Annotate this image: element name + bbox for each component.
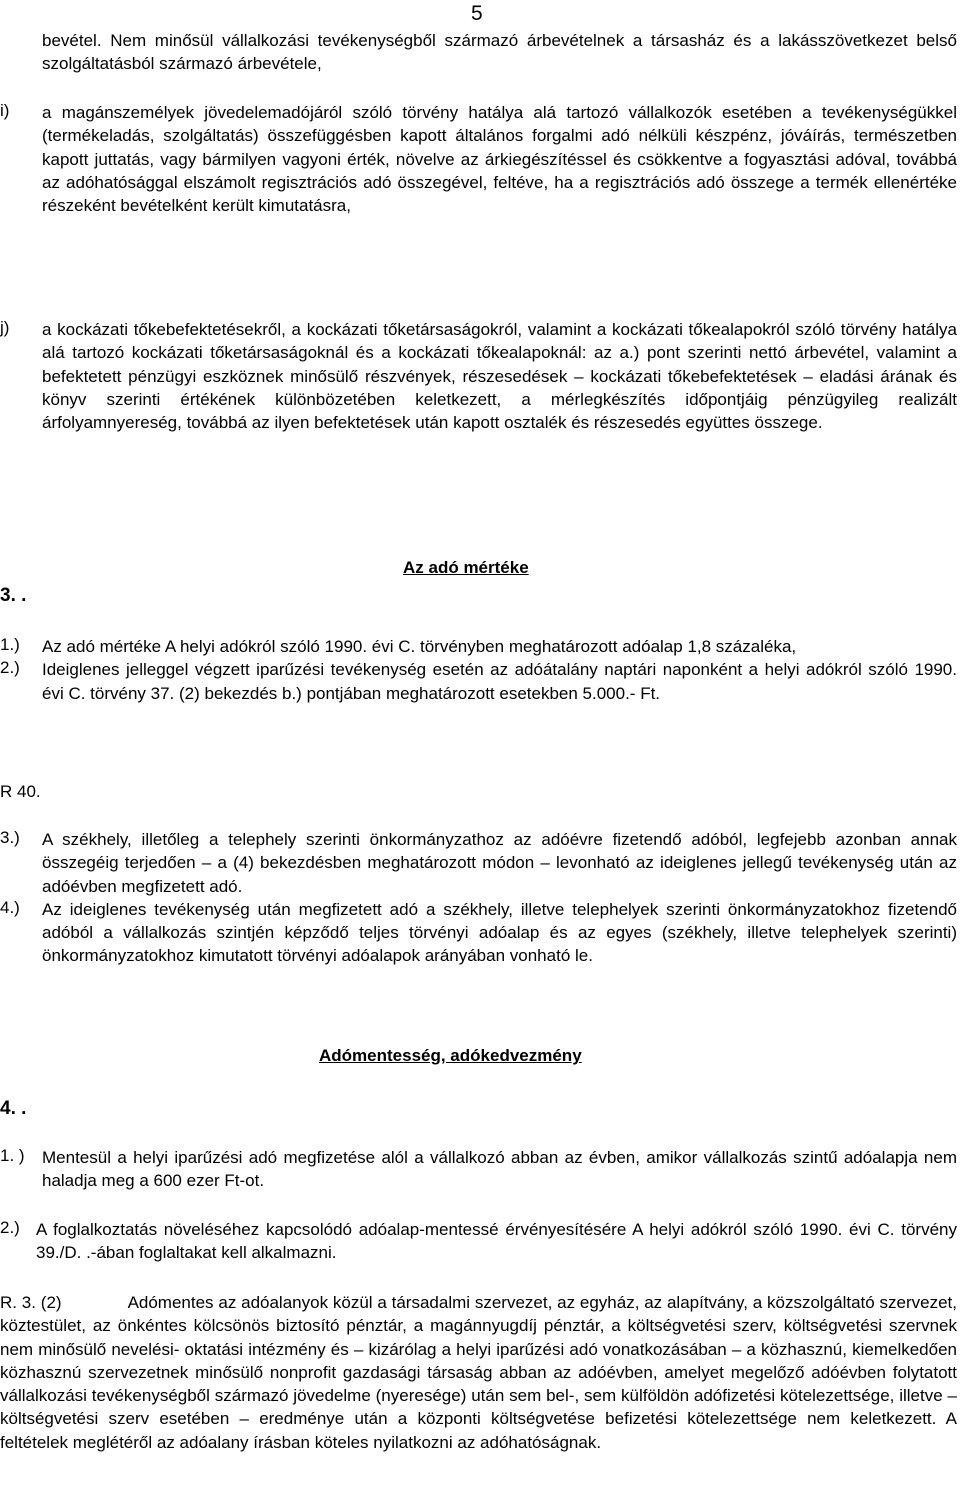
list-item-text: Az ideiglenes tevékenység után megfizetett adó a székhely, illetve telephelyek szerinti önkormányzatokhoz fizetendő adóból a vállalkozás szintjén képződő teljes törvényi adóalap és az egyes (székhely, illetve telephelyek szerinti) önkormányzatokhoz kimutatott törvényi adóalapok arányában vonható le. — [42, 899, 957, 966]
list-marker: 2.) — [0, 1218, 20, 1237]
list-item-j — [0, 318, 960, 434]
section-3-list — [0, 635, 960, 705]
list-item-text: A foglalkoztatás növeléséhez kapcsolódó adóalap-mentessé érvényesítésére A helyi adókról szóló 1990. évi C. törvény 39./D. .-ában foglaltakat kell alkalmazni. — [36, 1220, 957, 1263]
section-4-item-1 — [0, 1146, 960, 1193]
list-item — [0, 898, 960, 968]
list-marker: j) — [0, 318, 10, 337]
list-item — [0, 1146, 960, 1193]
list-item-text: Mentesül a helyi iparűzési adó megfizetése alól a vállalkozó abban az évben, amikor vállalkozás szintű adóalapja nem haladja meg a 600 ezer Ft-ot. — [42, 1148, 957, 1191]
section-3-number: 3. . — [0, 585, 27, 606]
r3-text: Adómentes az adóalanyok közül a társadalmi szervezet, az egyház, az alapítvány, a közszolgáltató szervezet, köztestület, az önkéntes kölcsönös biztosító pénztár, a magánnyugdíj pénztár, a költségvetési szerv, költségvetési szervnek nem minősülő nevelési- oktatási intézmény és – kizárólag a helyi iparűzési adó vonatkozásában – a közhasznú, kiemelkedően közhasznú szervezetnek minősülő nonprofit gazdasági társaság abban az adóévben, amelyet megelőző adóévben folytatott vállalkozási tevékenységből származó jövedelme (nyeresége) után sem bel-, sem külföldön adófizetési kötelezettsége, illetve – költségvetési szerv esetében – eredménye után a központi költségvetése befizetési kötelezettsége nem keletkezett. A feltételek meglétéről az adóalany írásban köteles nyilatkozni az adóhatóságnak. — [0, 1293, 957, 1452]
list-item-text: Az adó mértéke A helyi adókról szóló 1990. évi C. törvényben meghatározott adóalap 1,8 százaléka, — [42, 637, 797, 656]
r3-prefix: R. 3. (2) — [0, 1293, 62, 1312]
list-marker: 1.) — [0, 635, 20, 654]
list-item-text: A székhely, illetőleg a telephely szerinti önkormányzathoz az adóévre fizetendő adóból, legfejebb azonban annak összegéig terjedően – a (4) bekezdésben meghatározott módon – levonható az ideiglenes jellegű tevékenység után az adóévben megfizetett adó. — [42, 830, 957, 896]
list-item — [0, 658, 960, 705]
page-number: 5 — [471, 2, 483, 25]
r40-reference: R 40. — [0, 782, 41, 801]
section-4-number: 4. . — [0, 1098, 27, 1119]
list-item — [0, 1218, 960, 1265]
r3-paragraph — [0, 1291, 957, 1454]
intro-paragraph: bevétel. Nem minősül vállalkozási tevékenységből származó árbevételnek a társasház és a lakásszövetkezet belső szolgáltatásból származó árbevétele, — [42, 31, 957, 74]
list-marker: 3.) — [0, 828, 20, 847]
list-marker: i) — [0, 101, 10, 120]
section-4-heading: Adómentesség, adókedvezmény — [319, 1046, 582, 1065]
list-item-text: a kockázati tőkebefektetésekről, a kockázati tőketársaságokról, valamint a kockázati tőkealapokról szóló törvény hatálya alá tartozó kockázati tőketársaságoknál és a kockázati tőkealapoknál: az a.) pont szerinti nettó árbevétel, valamint a befektetett pénzügyi eszköznek minősülő részvények, részesedések – kockázati tőkebefektetések – eladási árának és könyv szerinti értékének különbözetében keletkezett, a mérlegkészítés időpontjáig pénzügyileg realizált árfolyamnyereség, továbbá az ilyen befektetések után kapott osztalék és részesedés együttes összege. — [42, 320, 957, 433]
list-item-text: Ideiglenes jelleggel végzett iparűzési tevékenység esetén az adóátalány naptári naponként a helyi adókról szóló 1990. évi C. törvény 37. (2) bekezdés b.) pontjában meghatározott esetekben 5.000.- Ft. — [42, 660, 957, 703]
section-4-item-2 — [0, 1218, 960, 1265]
list-marker: 2.) — [0, 658, 20, 678]
list-item-text: a magánszemélyek jövedelemadójáról szóló törvény hatálya alá tartozó vállalkozók esetében a tevékenységükkel (termékeladás, szolgáltatás) összefüggésben kapott általános forgalmi adó nélküli készpénz, jóváírás, természetben kapott juttatás, vagy bármilyen vagyoni érték, növelve az árkiegészítéssel és csökkentve a fogyasztási adóval, továbbá az adóhatósággal elszámolt regisztrációs adó összegével, feltéve, ha a regisztrációs adó összege a termék ellenértéke részeként bevételként került kimutatásra, — [42, 103, 957, 216]
list-item-i — [0, 101, 960, 217]
list-item — [0, 635, 960, 658]
list-marker: 4.) — [0, 897, 20, 917]
list-item — [0, 828, 960, 898]
list-marker: 1. ) — [0, 1146, 25, 1165]
section-3-list-b — [0, 828, 960, 968]
section-3-heading: Az adó mértéke — [403, 558, 529, 577]
